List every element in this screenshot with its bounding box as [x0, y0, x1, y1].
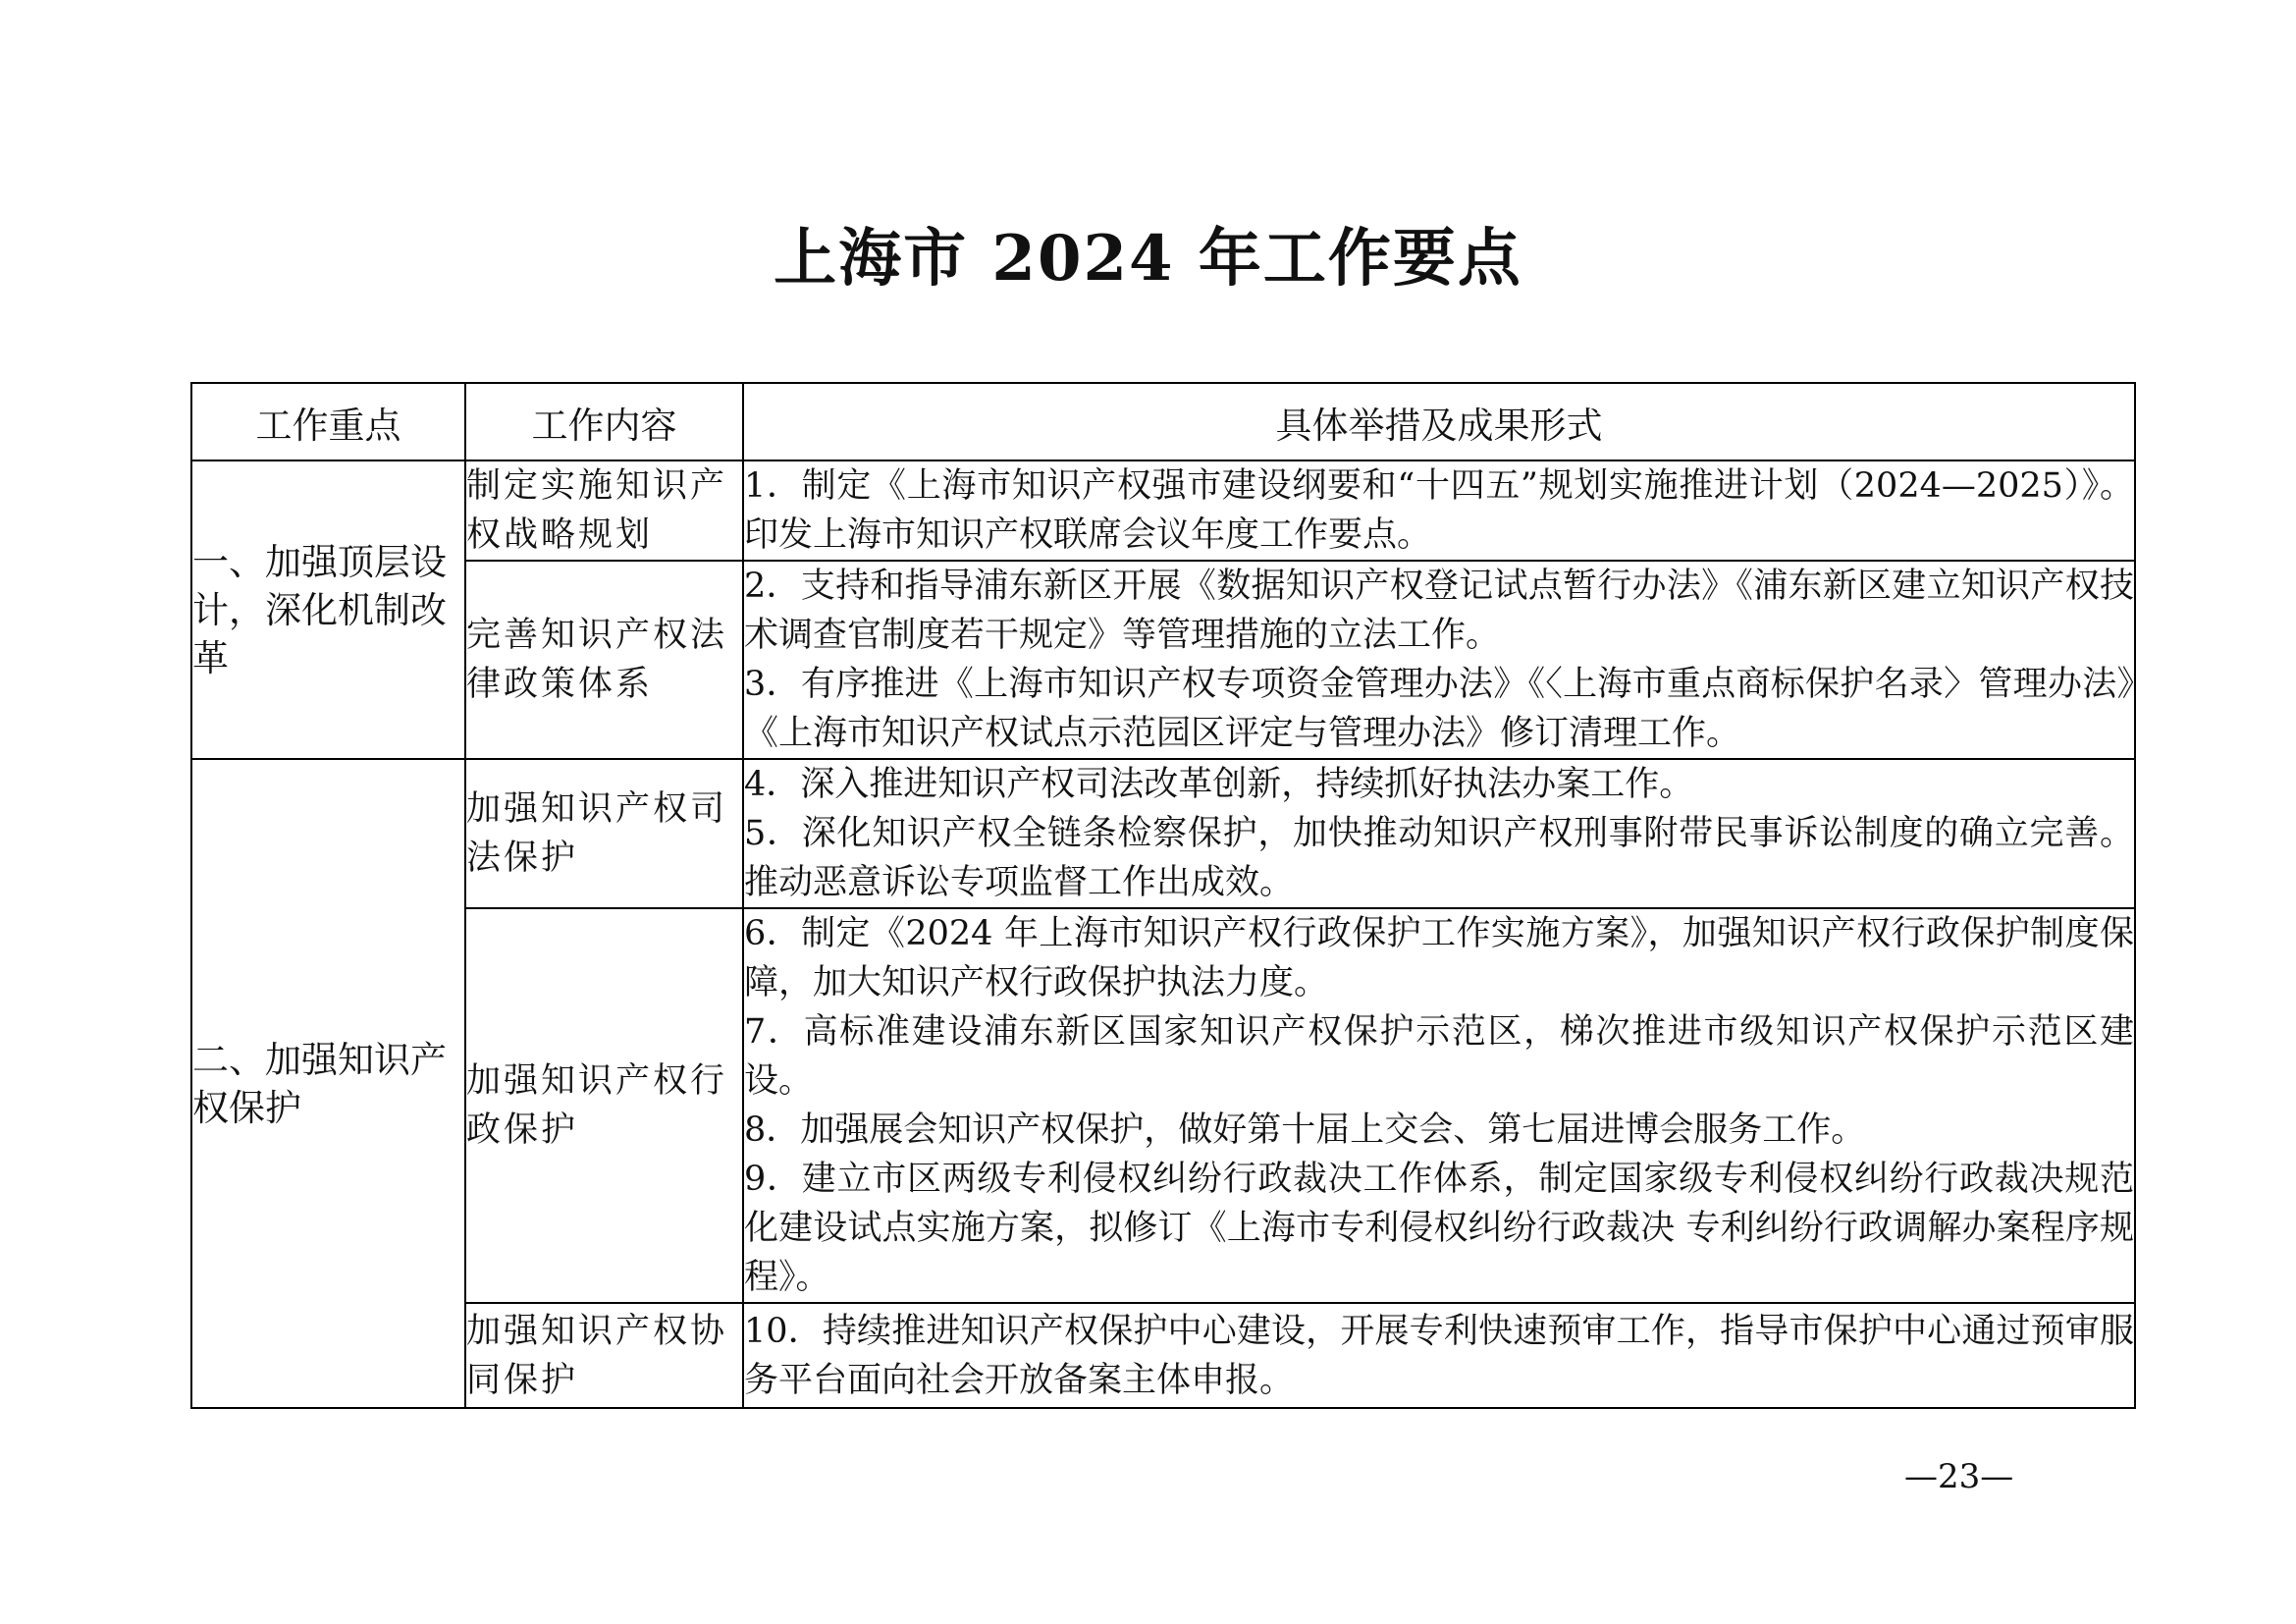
table-row — [191, 759, 2135, 908]
content-cell: 制定实施知识产权战略规划 — [465, 460, 743, 561]
measures-cell — [743, 460, 2135, 561]
measure-item: 7．高标准建设浦东新区国家知识产权保护示范区，梯次推进市级知识产权保护示范区建设。 — [744, 1012, 2134, 1101]
measure-item: 9．建立市区两级专利侵权纠纷行政裁决工作体系，制定国家级专利侵权纠纷行政裁决规范化建设试点实施方案，拟修订《上海市专利侵权纠纷行政裁决 专利纠纷行政调解办案程序规程》。 — [744, 1160, 2134, 1297]
content-cell: 加强知识产权行政保护 — [465, 908, 743, 1303]
content-cell: 加强知识产权司法保护 — [465, 759, 743, 908]
measure-item: 8．加强展会知识产权保护，做好第十届上交会、第七届进博会服务工作。 — [744, 1110, 1866, 1150]
table-row — [191, 908, 2135, 1303]
work-plan-table — [190, 382, 2136, 1409]
table-row — [191, 561, 2135, 759]
content-cell: 完善知识产权法律政策体系 — [465, 561, 743, 759]
table-row — [191, 460, 2135, 561]
priority-cell: 二、加强知识产权保护 — [191, 759, 465, 1408]
measures-cell — [743, 908, 2135, 1303]
measure-item: 4．深入推进知识产权司法改革创新，持续抓好执法办案工作。 — [744, 765, 1694, 804]
column-header-priority: 工作重点 — [191, 383, 465, 460]
content-cell: 加强知识产权协同保护 — [465, 1303, 743, 1408]
column-header-measures: 具体举措及成果形式 — [743, 383, 2135, 460]
measures-cell — [743, 759, 2135, 908]
measure-item: 5．深化知识产权全链条检察保护，加快推动知识产权刑事附带民事诉讼制度的确立完善。推动恶意诉讼专项监督工作出成效。 — [744, 814, 2134, 902]
page-title: 上海市 2024 年工作要点 — [774, 222, 1522, 296]
measures-cell — [743, 561, 2135, 759]
page-number: —23— — [1904, 1457, 2014, 1496]
measure-item: 1．制定《上海市知识产权强市建设纲要和“十四五”规划实施推进计划（2024—2025）》。印发上海市知识产权联席会议年度工作要点。 — [744, 466, 2134, 555]
measures-cell — [743, 1303, 2135, 1408]
table-header-row — [191, 383, 2135, 460]
measure-item: 6．制定《2024 年上海市知识产权行政保护工作实施方案》，加强知识产权行政保护制度保障，加大知识产权行政保护执法力度。 — [744, 914, 2134, 1002]
table-row — [191, 1303, 2135, 1408]
measure-item: 10．持续推进知识产权保护中心建设，开展专利快速预审工作，指导市保护中心通过预审服务平台面向社会开放备案主体申报。 — [744, 1311, 2134, 1400]
column-header-content: 工作内容 — [465, 383, 743, 460]
measure-item: 2．支持和指导浦东新区开展《数据知识产权登记试点暂行办法》《浦东新区建立知识产权技术调查官制度若干规定》等管理措施的立法工作。 — [744, 567, 2134, 655]
measure-item: 3．有序推进《上海市知识产权专项资金管理办法》《〈上海市重点商标保护名录〉管理办法》《上海市知识产权试点示范园区评定与管理办法》修订清理工作。 — [744, 665, 2134, 753]
priority-cell: 一、加强顶层设计，深化机制改革 — [191, 460, 465, 759]
